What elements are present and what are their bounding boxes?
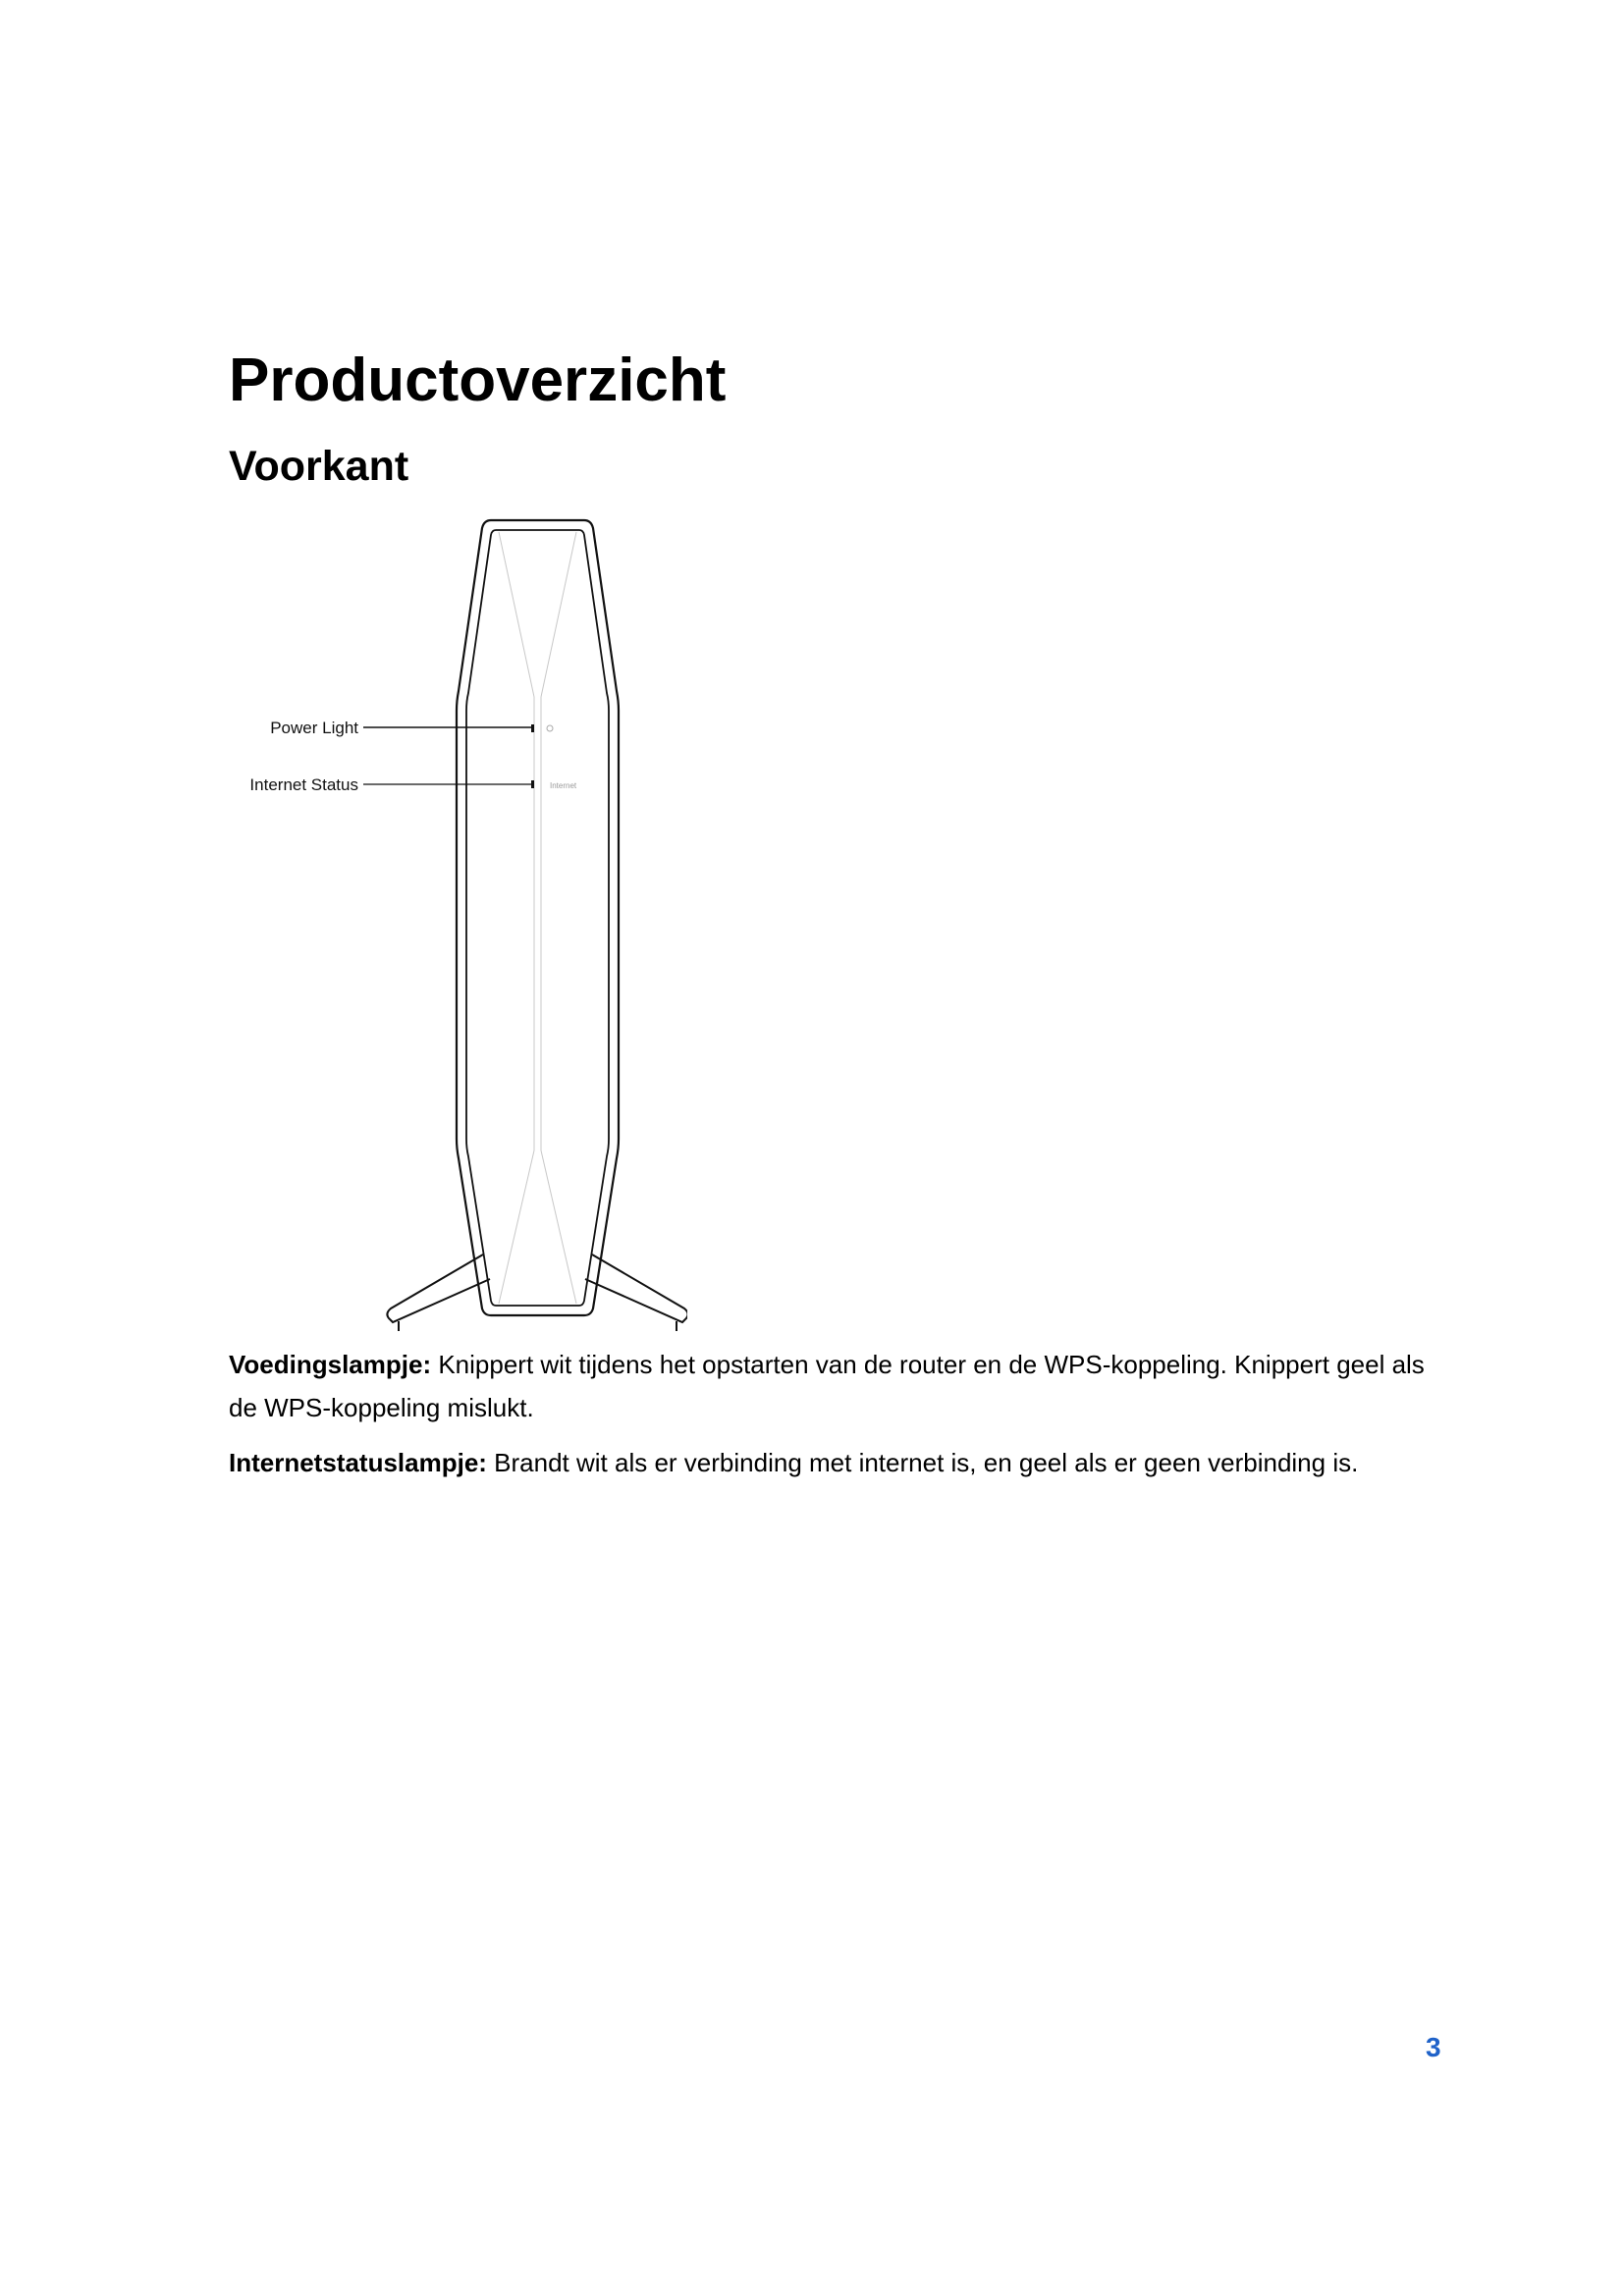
internet-status-term: Internetstatuslampje: (229, 1448, 487, 1477)
internet-status-callout: Internet Status (249, 775, 358, 794)
power-icon (547, 725, 553, 731)
power-light-term: Voedingslampje: (229, 1350, 432, 1379)
power-light-led (531, 724, 534, 732)
power-light-callout: Power Light (270, 719, 358, 737)
router-inner-outline (466, 530, 609, 1306)
router-front-illustration (226, 510, 687, 1345)
internet-status-led (531, 780, 534, 788)
power-light-description (229, 1343, 1456, 1429)
internet-device-label: Internet (550, 781, 577, 790)
internet-status-text: Brandt wit als er verbinding met internet is, en geel als er geen verbinding is. (486, 1448, 1359, 1477)
internet-status-description (229, 1441, 1456, 1484)
power-light-text: Knippert wit tijdens het opstarten van de router en de WPS-koppeling. Knippert geel als de WPS-koppeling mislukt. (229, 1350, 1425, 1422)
page-number: 3 (1426, 2032, 1441, 2062)
page-title: Productoverzicht (229, 347, 727, 414)
router-outer-outline (457, 520, 619, 1315)
section-title: Voorkant (229, 443, 409, 490)
